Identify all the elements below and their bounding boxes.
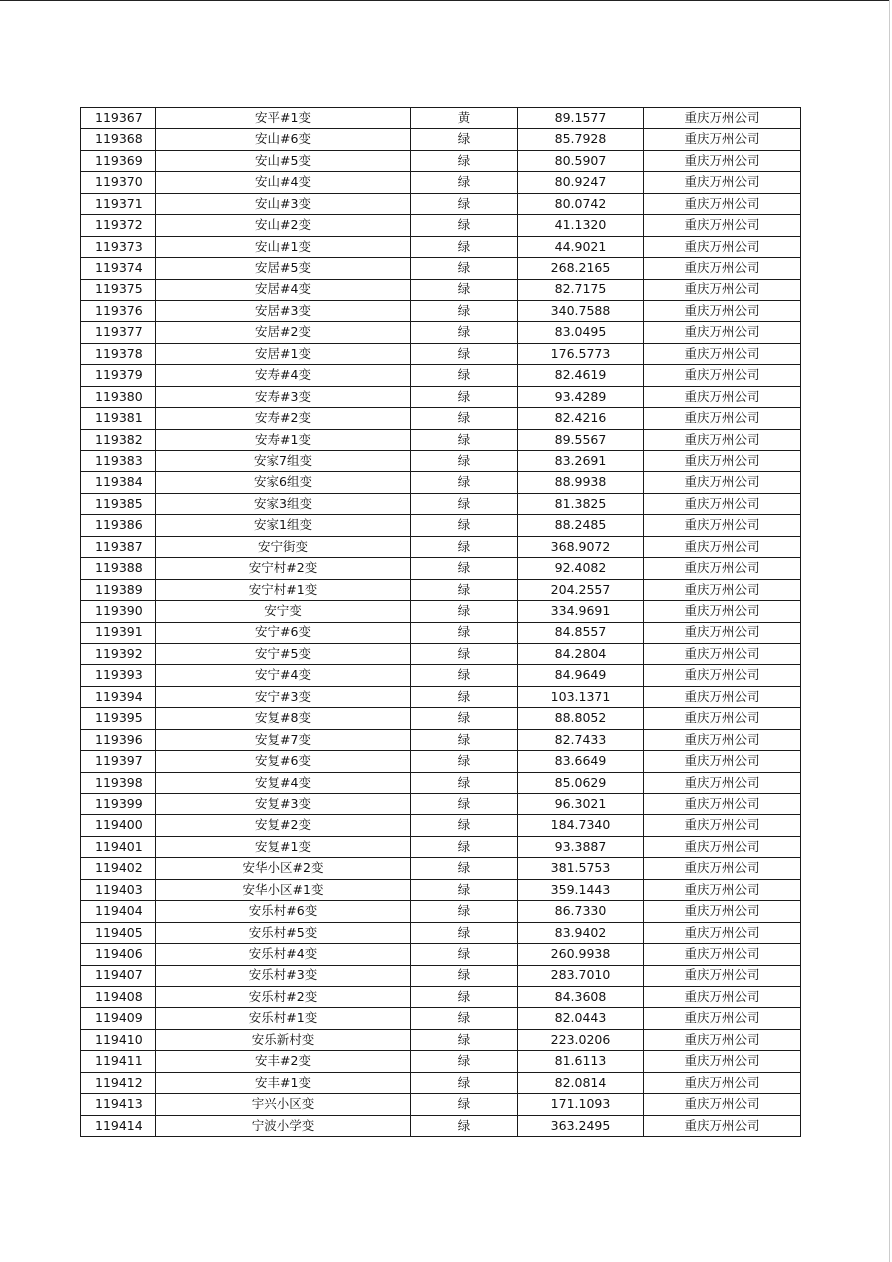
level-cell: 绿 xyxy=(411,601,518,622)
company-cell: 重庆万州公司 xyxy=(644,1072,801,1093)
row-id-cell: 119372 xyxy=(81,215,156,236)
row-id-cell: 119369 xyxy=(81,150,156,171)
value-cell: 359.1443 xyxy=(518,879,644,900)
table-row xyxy=(81,665,801,686)
row-id-cell: 119384 xyxy=(81,472,156,493)
table-row xyxy=(81,279,801,300)
value-cell: 204.2557 xyxy=(518,579,644,600)
row-id-cell: 119409 xyxy=(81,1008,156,1029)
value-cell: 83.2691 xyxy=(518,451,644,472)
value-cell: 96.3021 xyxy=(518,794,644,815)
table-row xyxy=(81,944,801,965)
value-cell: 83.0495 xyxy=(518,322,644,343)
value-cell: 85.0629 xyxy=(518,772,644,793)
transformer-name-cell: 安复#3变 xyxy=(156,794,411,815)
row-id-cell: 119377 xyxy=(81,322,156,343)
company-cell: 重庆万州公司 xyxy=(644,1029,801,1050)
transformer-name-cell: 安宁村#2变 xyxy=(156,558,411,579)
table-row xyxy=(81,472,801,493)
level-cell: 绿 xyxy=(411,258,518,279)
level-cell: 绿 xyxy=(411,558,518,579)
table-row xyxy=(81,965,801,986)
page-right-edge xyxy=(889,0,890,1262)
value-cell: 80.0742 xyxy=(518,193,644,214)
level-cell: 绿 xyxy=(411,901,518,922)
level-cell: 绿 xyxy=(411,536,518,557)
value-cell: 81.3825 xyxy=(518,493,644,514)
row-id-cell: 119395 xyxy=(81,708,156,729)
transformer-name-cell: 安宁#3变 xyxy=(156,686,411,707)
row-id-cell: 119367 xyxy=(81,108,156,129)
company-cell: 重庆万州公司 xyxy=(644,258,801,279)
company-cell: 重庆万州公司 xyxy=(644,836,801,857)
level-cell: 绿 xyxy=(411,193,518,214)
page-top-border xyxy=(0,0,890,1)
value-cell: 80.5907 xyxy=(518,150,644,171)
company-cell: 重庆万州公司 xyxy=(644,172,801,193)
table-row xyxy=(81,836,801,857)
level-cell: 绿 xyxy=(411,1029,518,1050)
transformer-name-cell: 安华小区#1变 xyxy=(156,879,411,900)
value-cell: 93.3887 xyxy=(518,836,644,857)
table-row xyxy=(81,236,801,257)
row-id-cell: 119391 xyxy=(81,622,156,643)
table-body xyxy=(81,108,801,1137)
row-id-cell: 119381 xyxy=(81,408,156,429)
row-id-cell: 119405 xyxy=(81,922,156,943)
level-cell: 绿 xyxy=(411,794,518,815)
value-cell: 268.2165 xyxy=(518,258,644,279)
company-cell: 重庆万州公司 xyxy=(644,686,801,707)
table-row xyxy=(81,1094,801,1115)
table-row xyxy=(81,493,801,514)
row-id-cell: 119385 xyxy=(81,493,156,514)
transformer-name-cell: 安华小区#2变 xyxy=(156,858,411,879)
table-row xyxy=(81,386,801,407)
value-cell: 381.5753 xyxy=(518,858,644,879)
value-cell: 44.9021 xyxy=(518,236,644,257)
transformer-name-cell: 安乐村#3变 xyxy=(156,965,411,986)
table-row xyxy=(81,1029,801,1050)
row-id-cell: 119374 xyxy=(81,258,156,279)
company-cell: 重庆万州公司 xyxy=(644,1051,801,1072)
level-cell: 绿 xyxy=(411,386,518,407)
table-row xyxy=(81,1115,801,1136)
level-cell: 绿 xyxy=(411,129,518,150)
table-row xyxy=(81,879,801,900)
row-id-cell: 119383 xyxy=(81,451,156,472)
value-cell: 84.9649 xyxy=(518,665,644,686)
transformer-name-cell: 安宁#4变 xyxy=(156,665,411,686)
transformer-name-cell: 安家6组变 xyxy=(156,472,411,493)
table-row xyxy=(81,686,801,707)
table-row xyxy=(81,815,801,836)
value-cell: 84.3608 xyxy=(518,986,644,1007)
transformer-name-cell: 安居#4变 xyxy=(156,279,411,300)
value-cell: 84.2804 xyxy=(518,643,644,664)
value-cell: 176.5773 xyxy=(518,343,644,364)
company-cell: 重庆万州公司 xyxy=(644,493,801,514)
value-cell: 80.9247 xyxy=(518,172,644,193)
level-cell: 绿 xyxy=(411,922,518,943)
company-cell: 重庆万州公司 xyxy=(644,901,801,922)
company-cell: 重庆万州公司 xyxy=(644,129,801,150)
row-id-cell: 119371 xyxy=(81,193,156,214)
row-id-cell: 119400 xyxy=(81,815,156,836)
value-cell: 103.1371 xyxy=(518,686,644,707)
transformer-name-cell: 安居#5变 xyxy=(156,258,411,279)
level-cell: 绿 xyxy=(411,579,518,600)
value-cell: 340.7588 xyxy=(518,300,644,321)
table-row xyxy=(81,901,801,922)
row-id-cell: 119373 xyxy=(81,236,156,257)
row-id-cell: 119375 xyxy=(81,279,156,300)
transformer-name-cell: 安宁街变 xyxy=(156,536,411,557)
transformer-name-cell: 安居#3变 xyxy=(156,300,411,321)
table-row xyxy=(81,729,801,750)
transformer-name-cell: 安乐村#6变 xyxy=(156,901,411,922)
level-cell: 绿 xyxy=(411,279,518,300)
value-cell: 82.0814 xyxy=(518,1072,644,1093)
row-id-cell: 119378 xyxy=(81,343,156,364)
table-row xyxy=(81,215,801,236)
level-cell: 绿 xyxy=(411,172,518,193)
transformer-name-cell: 安平#1变 xyxy=(156,108,411,129)
row-id-cell: 119404 xyxy=(81,901,156,922)
transformer-name-cell: 安家3组变 xyxy=(156,493,411,514)
company-cell: 重庆万州公司 xyxy=(644,579,801,600)
transformer-name-cell: 安乐村#2变 xyxy=(156,986,411,1007)
value-cell: 82.7433 xyxy=(518,729,644,750)
transformer-name-cell: 安丰#2变 xyxy=(156,1051,411,1072)
level-cell: 绿 xyxy=(411,772,518,793)
level-cell: 绿 xyxy=(411,1051,518,1072)
level-cell: 绿 xyxy=(411,708,518,729)
company-cell: 重庆万州公司 xyxy=(644,708,801,729)
company-cell: 重庆万州公司 xyxy=(644,343,801,364)
level-cell: 绿 xyxy=(411,343,518,364)
company-cell: 重庆万州公司 xyxy=(644,408,801,429)
table-row xyxy=(81,772,801,793)
company-cell: 重庆万州公司 xyxy=(644,1008,801,1029)
table-row xyxy=(81,515,801,536)
row-id-cell: 119392 xyxy=(81,643,156,664)
transformer-name-cell: 安复#8变 xyxy=(156,708,411,729)
table-row xyxy=(81,579,801,600)
table-row xyxy=(81,601,801,622)
table-row xyxy=(81,751,801,772)
transformer-name-cell: 安宁村#1变 xyxy=(156,579,411,600)
value-cell: 92.4082 xyxy=(518,558,644,579)
level-cell: 绿 xyxy=(411,215,518,236)
row-id-cell: 119386 xyxy=(81,515,156,536)
value-cell: 84.8557 xyxy=(518,622,644,643)
value-cell: 86.7330 xyxy=(518,901,644,922)
transformer-name-cell: 安山#6变 xyxy=(156,129,411,150)
row-id-cell: 119382 xyxy=(81,429,156,450)
transformer-name-cell: 安宁#5变 xyxy=(156,643,411,664)
company-cell: 重庆万州公司 xyxy=(644,622,801,643)
transformer-name-cell: 安复#1变 xyxy=(156,836,411,857)
level-cell: 绿 xyxy=(411,879,518,900)
row-id-cell: 119398 xyxy=(81,772,156,793)
value-cell: 82.7175 xyxy=(518,279,644,300)
value-cell: 93.4289 xyxy=(518,386,644,407)
transformer-name-cell: 安寿#3变 xyxy=(156,386,411,407)
company-cell: 重庆万州公司 xyxy=(644,751,801,772)
company-cell: 重庆万州公司 xyxy=(644,386,801,407)
transformer-name-cell: 安宁#6变 xyxy=(156,622,411,643)
company-cell: 重庆万州公司 xyxy=(644,300,801,321)
company-cell: 重庆万州公司 xyxy=(644,429,801,450)
level-cell: 绿 xyxy=(411,493,518,514)
level-cell: 绿 xyxy=(411,836,518,857)
level-cell: 绿 xyxy=(411,408,518,429)
company-cell: 重庆万州公司 xyxy=(644,365,801,386)
value-cell: 171.1093 xyxy=(518,1094,644,1115)
row-id-cell: 119387 xyxy=(81,536,156,557)
company-cell: 重庆万州公司 xyxy=(644,558,801,579)
value-cell: 88.2485 xyxy=(518,515,644,536)
table-row xyxy=(81,536,801,557)
transformer-name-cell: 宇兴小区变 xyxy=(156,1094,411,1115)
company-cell: 重庆万州公司 xyxy=(644,1115,801,1136)
company-cell: 重庆万州公司 xyxy=(644,451,801,472)
row-id-cell: 119370 xyxy=(81,172,156,193)
level-cell: 绿 xyxy=(411,858,518,879)
value-cell: 81.6113 xyxy=(518,1051,644,1072)
value-cell: 334.9691 xyxy=(518,601,644,622)
transformer-name-cell: 安寿#4变 xyxy=(156,365,411,386)
company-cell: 重庆万州公司 xyxy=(644,815,801,836)
company-cell: 重庆万州公司 xyxy=(644,922,801,943)
value-cell: 184.7340 xyxy=(518,815,644,836)
transformer-name-cell: 安乐村#1变 xyxy=(156,1008,411,1029)
transformer-name-cell: 安寿#1变 xyxy=(156,429,411,450)
transformer-name-cell: 安山#5变 xyxy=(156,150,411,171)
level-cell: 绿 xyxy=(411,965,518,986)
level-cell: 绿 xyxy=(411,1115,518,1136)
level-cell: 绿 xyxy=(411,150,518,171)
level-cell: 绿 xyxy=(411,1072,518,1093)
transformer-data-table xyxy=(80,107,801,1137)
table-row xyxy=(81,1008,801,1029)
transformer-name-cell: 安居#1变 xyxy=(156,343,411,364)
transformer-name-cell: 安寿#2变 xyxy=(156,408,411,429)
company-cell: 重庆万州公司 xyxy=(644,515,801,536)
level-cell: 绿 xyxy=(411,300,518,321)
row-id-cell: 119397 xyxy=(81,751,156,772)
transformer-name-cell: 安复#7变 xyxy=(156,729,411,750)
table-row xyxy=(81,558,801,579)
table-row xyxy=(81,794,801,815)
transformer-name-cell: 安复#4变 xyxy=(156,772,411,793)
level-cell: 绿 xyxy=(411,815,518,836)
company-cell: 重庆万州公司 xyxy=(644,858,801,879)
table-row xyxy=(81,1051,801,1072)
company-cell: 重庆万州公司 xyxy=(644,279,801,300)
company-cell: 重庆万州公司 xyxy=(644,944,801,965)
company-cell: 重庆万州公司 xyxy=(644,236,801,257)
table-row xyxy=(81,451,801,472)
company-cell: 重庆万州公司 xyxy=(644,879,801,900)
table-row xyxy=(81,343,801,364)
row-id-cell: 119407 xyxy=(81,965,156,986)
row-id-cell: 119388 xyxy=(81,558,156,579)
company-cell: 重庆万州公司 xyxy=(644,794,801,815)
transformer-name-cell: 安山#1变 xyxy=(156,236,411,257)
table-row xyxy=(81,300,801,321)
transformer-name-cell: 安乐村#5变 xyxy=(156,922,411,943)
value-cell: 88.8052 xyxy=(518,708,644,729)
level-cell: 绿 xyxy=(411,751,518,772)
company-cell: 重庆万州公司 xyxy=(644,150,801,171)
row-id-cell: 119410 xyxy=(81,1029,156,1050)
row-id-cell: 119411 xyxy=(81,1051,156,1072)
value-cell: 83.6649 xyxy=(518,751,644,772)
table-row xyxy=(81,643,801,664)
company-cell: 重庆万州公司 xyxy=(644,1094,801,1115)
company-cell: 重庆万州公司 xyxy=(644,215,801,236)
transformer-name-cell: 安乐新村变 xyxy=(156,1029,411,1050)
level-cell: 绿 xyxy=(411,622,518,643)
transformer-name-cell: 安丰#1变 xyxy=(156,1072,411,1093)
company-cell: 重庆万州公司 xyxy=(644,965,801,986)
transformer-name-cell: 宁波小学变 xyxy=(156,1115,411,1136)
row-id-cell: 119399 xyxy=(81,794,156,815)
company-cell: 重庆万州公司 xyxy=(644,665,801,686)
level-cell: 绿 xyxy=(411,451,518,472)
level-cell: 绿 xyxy=(411,472,518,493)
row-id-cell: 119368 xyxy=(81,129,156,150)
value-cell: 363.2495 xyxy=(518,1115,644,1136)
company-cell: 重庆万州公司 xyxy=(644,322,801,343)
company-cell: 重庆万州公司 xyxy=(644,729,801,750)
transformer-name-cell: 安山#4变 xyxy=(156,172,411,193)
table-row xyxy=(81,922,801,943)
table-row xyxy=(81,1072,801,1093)
table-row xyxy=(81,365,801,386)
table-row xyxy=(81,858,801,879)
value-cell: 368.9072 xyxy=(518,536,644,557)
value-cell: 82.4619 xyxy=(518,365,644,386)
company-cell: 重庆万州公司 xyxy=(644,193,801,214)
row-id-cell: 119412 xyxy=(81,1072,156,1093)
level-cell: 绿 xyxy=(411,686,518,707)
value-cell: 41.1320 xyxy=(518,215,644,236)
value-cell: 260.9938 xyxy=(518,944,644,965)
value-cell: 283.7010 xyxy=(518,965,644,986)
company-cell: 重庆万州公司 xyxy=(644,601,801,622)
value-cell: 89.1577 xyxy=(518,108,644,129)
table-row xyxy=(81,258,801,279)
level-cell: 绿 xyxy=(411,944,518,965)
row-id-cell: 119401 xyxy=(81,836,156,857)
table-row xyxy=(81,129,801,150)
company-cell: 重庆万州公司 xyxy=(644,536,801,557)
company-cell: 重庆万州公司 xyxy=(644,643,801,664)
level-cell: 绿 xyxy=(411,1008,518,1029)
table-row xyxy=(81,172,801,193)
table-row xyxy=(81,108,801,129)
company-cell: 重庆万州公司 xyxy=(644,108,801,129)
table-row xyxy=(81,193,801,214)
level-cell: 绿 xyxy=(411,429,518,450)
value-cell: 82.4216 xyxy=(518,408,644,429)
table-row xyxy=(81,408,801,429)
transformer-name-cell: 安乐村#4变 xyxy=(156,944,411,965)
row-id-cell: 119396 xyxy=(81,729,156,750)
value-cell: 223.0206 xyxy=(518,1029,644,1050)
transformer-name-cell: 安家7组变 xyxy=(156,451,411,472)
row-id-cell: 119413 xyxy=(81,1094,156,1115)
table-row xyxy=(81,708,801,729)
transformer-name-cell: 安家1组变 xyxy=(156,515,411,536)
value-cell: 89.5567 xyxy=(518,429,644,450)
level-cell: 黄 xyxy=(411,108,518,129)
level-cell: 绿 xyxy=(411,643,518,664)
transformer-name-cell: 安山#3变 xyxy=(156,193,411,214)
company-cell: 重庆万州公司 xyxy=(644,986,801,1007)
value-cell: 85.7928 xyxy=(518,129,644,150)
row-id-cell: 119389 xyxy=(81,579,156,600)
table-row xyxy=(81,322,801,343)
transformer-name-cell: 安山#2变 xyxy=(156,215,411,236)
transformer-name-cell: 安宁变 xyxy=(156,601,411,622)
level-cell: 绿 xyxy=(411,322,518,343)
table-row xyxy=(81,429,801,450)
value-cell: 88.9938 xyxy=(518,472,644,493)
level-cell: 绿 xyxy=(411,729,518,750)
table-row xyxy=(81,622,801,643)
row-id-cell: 119394 xyxy=(81,686,156,707)
level-cell: 绿 xyxy=(411,1094,518,1115)
row-id-cell: 119376 xyxy=(81,300,156,321)
row-id-cell: 119403 xyxy=(81,879,156,900)
value-cell: 83.9402 xyxy=(518,922,644,943)
transformer-name-cell: 安居#2变 xyxy=(156,322,411,343)
company-cell: 重庆万州公司 xyxy=(644,472,801,493)
level-cell: 绿 xyxy=(411,365,518,386)
row-id-cell: 119408 xyxy=(81,986,156,1007)
transformer-name-cell: 安复#6变 xyxy=(156,751,411,772)
row-id-cell: 119414 xyxy=(81,1115,156,1136)
row-id-cell: 119380 xyxy=(81,386,156,407)
row-id-cell: 119393 xyxy=(81,665,156,686)
transformer-name-cell: 安复#2变 xyxy=(156,815,411,836)
row-id-cell: 119390 xyxy=(81,601,156,622)
level-cell: 绿 xyxy=(411,515,518,536)
row-id-cell: 119402 xyxy=(81,858,156,879)
row-id-cell: 119379 xyxy=(81,365,156,386)
level-cell: 绿 xyxy=(411,665,518,686)
level-cell: 绿 xyxy=(411,236,518,257)
table-row xyxy=(81,986,801,1007)
table-row xyxy=(81,150,801,171)
value-cell: 82.0443 xyxy=(518,1008,644,1029)
level-cell: 绿 xyxy=(411,986,518,1007)
company-cell: 重庆万州公司 xyxy=(644,772,801,793)
row-id-cell: 119406 xyxy=(81,944,156,965)
